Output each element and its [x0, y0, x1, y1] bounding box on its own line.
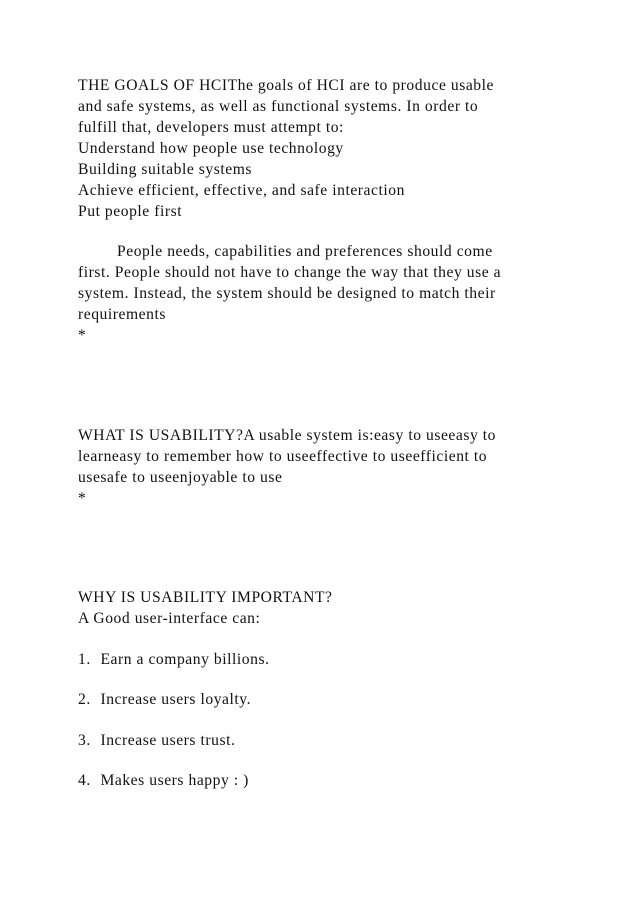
goals-marker: *: [78, 327, 87, 344]
list-item-number: 2.: [78, 691, 91, 708]
goals-line-7: Put people first: [78, 203, 183, 220]
list-item-text: Earn a company billions.: [100, 651, 270, 668]
list-item-text: Increase users loyalty.: [100, 691, 252, 708]
usability-marker: *: [78, 490, 87, 507]
goals-line-5: Building suitable systems: [78, 161, 253, 178]
goals-line-6: Achieve efficient, effective, and safe interaction: [78, 182, 405, 199]
list-item-number: 4.: [78, 772, 91, 789]
goals-line-2: and safe systems, as well as functional systems. In order to: [78, 98, 479, 115]
list-item: [78, 771, 249, 791]
importance-title: WHY IS USABILITY IMPORTANT?: [78, 589, 333, 606]
goals-paragraph-line-3: system. Instead, the system should be designed to match their: [78, 285, 496, 302]
list-item: [78, 731, 235, 751]
list-item: [78, 650, 270, 670]
goals-line-4: Understand how people use technology: [78, 140, 344, 157]
list-item-number: 3.: [78, 732, 91, 749]
usability-line-1: WHAT IS USABILITY?A usable system is:easy to useeasy to: [78, 427, 497, 444]
list-item-number: 1.: [78, 651, 91, 668]
list-item-text: Makes users happy : ): [100, 772, 249, 789]
goals-line-1: THE GOALS OF HCIThe goals of HCI are to produce usable: [78, 77, 494, 94]
goals-line-3: fulfill that, developers must attempt to:: [78, 119, 344, 136]
usability-line-2: learneasy to remember how to useeffective to useefficient to: [78, 448, 488, 465]
goals-paragraph-line-1: People needs, capabilities and preferences should come: [117, 243, 493, 260]
usability-line-3: usesafe to useenjoyable to use: [78, 469, 283, 486]
importance-intro: A Good user-interface can:: [78, 610, 261, 627]
goals-paragraph-line-2: first. People should not have to change the way that they use a: [78, 264, 502, 281]
list-item-text: Increase users trust.: [100, 732, 236, 749]
list-item: [78, 690, 251, 710]
goals-paragraph-line-4: requirements: [78, 306, 167, 323]
